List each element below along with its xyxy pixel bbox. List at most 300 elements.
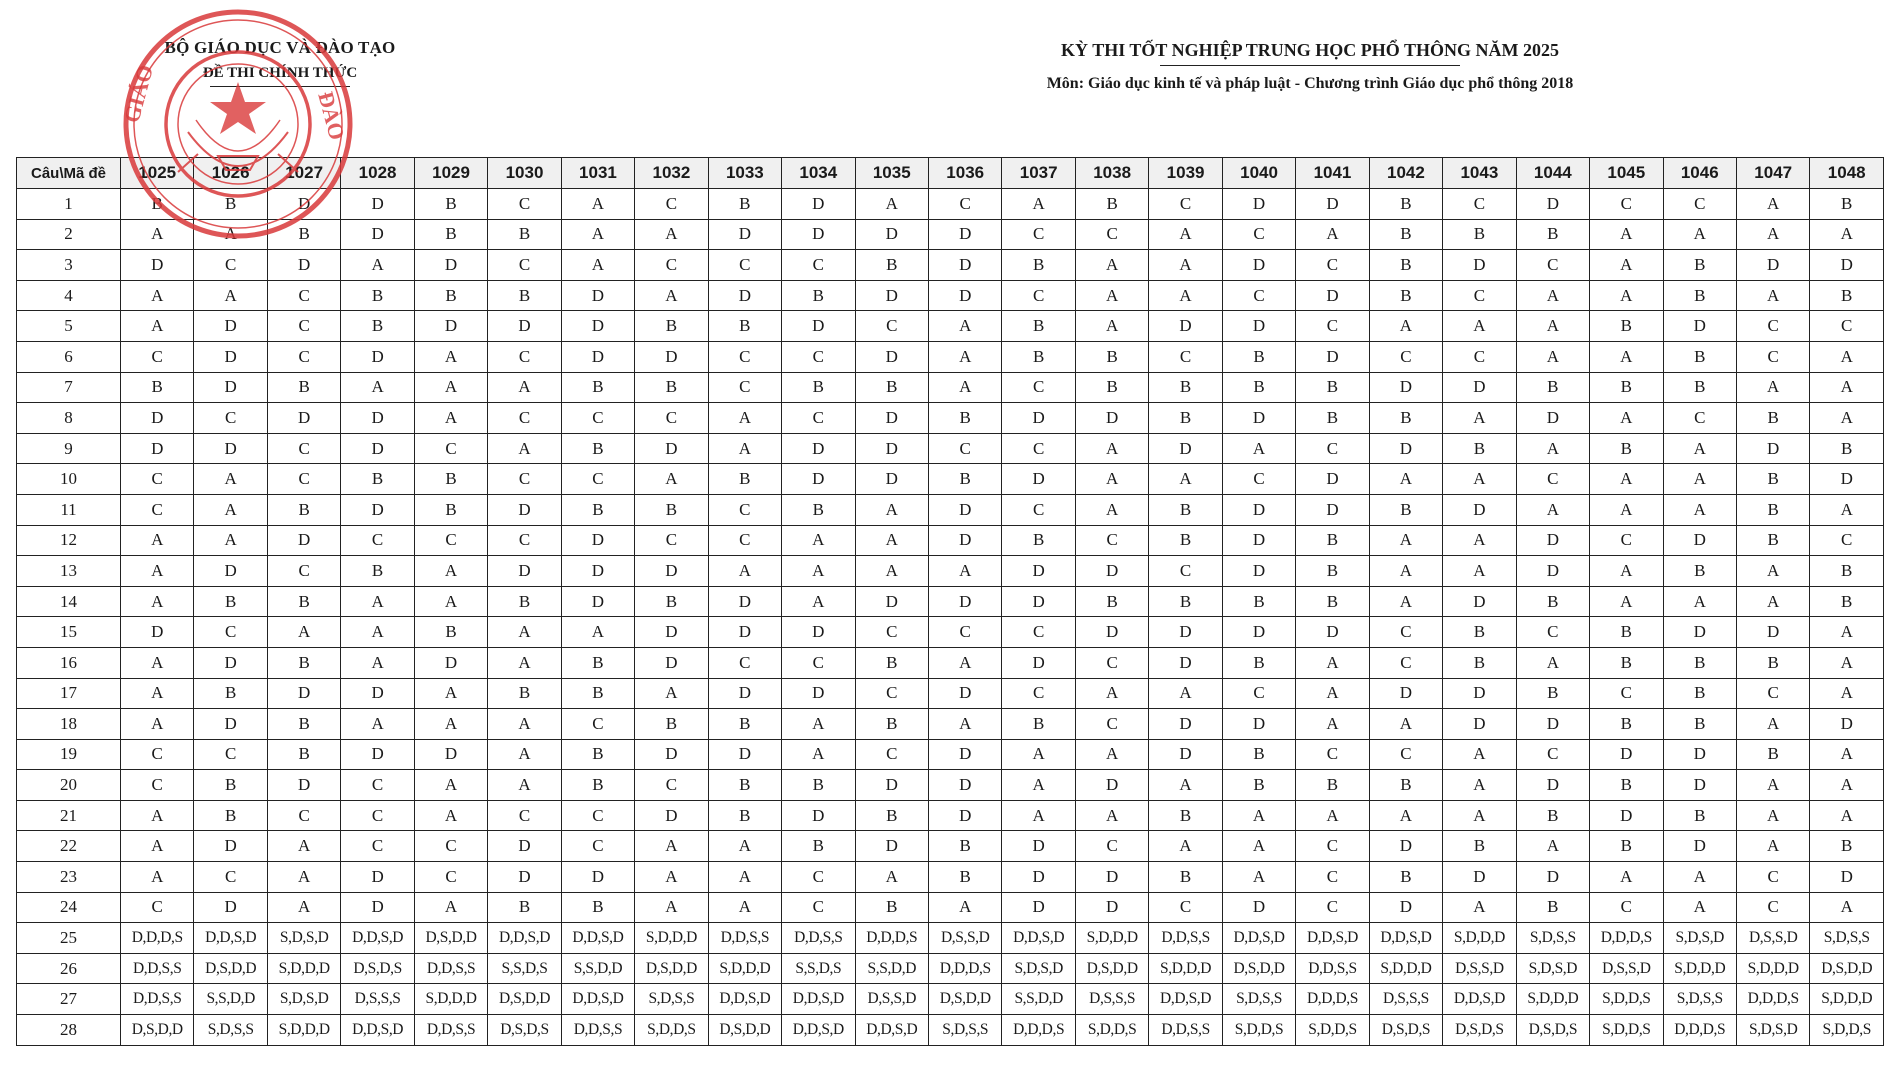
answer-cell: D (1002, 862, 1075, 893)
answer-cell: C (561, 464, 634, 495)
answer-cell: A (635, 280, 708, 311)
answer-cell: B (1590, 372, 1663, 403)
table-row (17, 219, 1884, 250)
answer-cell: D (561, 311, 634, 342)
answer-cell: D (1443, 494, 1516, 525)
answer-cell: D,S,D,S (488, 1015, 561, 1046)
answer-cell: S,D,D,D (635, 923, 708, 954)
answer-cell: B (1663, 709, 1736, 740)
answer-cell: D,S,D,S (1369, 1015, 1442, 1046)
answer-cell: B (1149, 800, 1222, 831)
answer-cell: A (414, 800, 487, 831)
answer-cell: S,S,D,D (855, 953, 928, 984)
answer-cell: D,S,D,D (635, 953, 708, 984)
answer-cell: S,D,S,D (267, 923, 340, 954)
table-row (17, 494, 1884, 525)
answer-cell: C (267, 311, 340, 342)
answer-cell: D (635, 800, 708, 831)
answer-cell: D (928, 739, 1001, 770)
answer-cell: B (1002, 250, 1075, 281)
answer-cell: D (855, 464, 928, 495)
answer-cell: D,S,D,D (1075, 953, 1148, 984)
table-row (17, 403, 1884, 434)
answer-cell: A (1663, 862, 1736, 893)
answer-cell: C (782, 403, 855, 434)
answer-cell: B (1149, 372, 1222, 403)
answer-cell: D (855, 341, 928, 372)
answer-cell: A (1369, 586, 1442, 617)
answer-cell: D (194, 311, 267, 342)
answer-cell: A (194, 494, 267, 525)
answer-cell: A (1590, 586, 1663, 617)
answer-cell: A (488, 647, 561, 678)
answer-cell: A (1149, 250, 1222, 281)
answer-cell: D (1736, 250, 1809, 281)
table-row (17, 586, 1884, 617)
answer-cell: S,D,D,D (414, 984, 487, 1015)
answer-cell: B (1222, 586, 1295, 617)
answer-cell: D (267, 678, 340, 709)
answer-cell: A (708, 556, 781, 587)
answer-cell: C (267, 341, 340, 372)
answer-cell: D (194, 647, 267, 678)
answer-cell: B (928, 403, 1001, 434)
answer-cell: C (1222, 280, 1295, 311)
answer-cell: C (488, 341, 561, 372)
answer-cell: B (782, 770, 855, 801)
answer-cell: C (708, 494, 781, 525)
answer-cell: D (782, 800, 855, 831)
answer-cell: A (341, 250, 414, 281)
exam-code-header: 1029 (414, 158, 487, 189)
answer-cell: C (1075, 525, 1148, 556)
answer-cell: A (855, 556, 928, 587)
answer-cell: D (1075, 770, 1148, 801)
answer-cell: D (1222, 556, 1295, 587)
answer-cell: D (782, 433, 855, 464)
answer-cell: A (1810, 403, 1884, 434)
answer-cell: C (782, 647, 855, 678)
answer-cell: A (1369, 709, 1442, 740)
exam-code-header: 1027 (267, 158, 340, 189)
answer-cell: C (1590, 678, 1663, 709)
answer-cell: A (1736, 709, 1809, 740)
answer-cell: B (1443, 433, 1516, 464)
answer-cell: A (1810, 739, 1884, 770)
question-number: 27 (17, 984, 121, 1015)
answer-cell: B (1443, 219, 1516, 250)
answer-cell: B (855, 800, 928, 831)
answer-cell: B (1516, 219, 1589, 250)
question-number: 17 (17, 678, 121, 709)
table-row (17, 984, 1884, 1015)
exam-code-header: 1037 (1002, 158, 1075, 189)
answer-cell: D (1222, 494, 1295, 525)
answer-cell: B (1810, 586, 1884, 617)
answer-cell: C (341, 770, 414, 801)
table-row (17, 953, 1884, 984)
answer-cell: A (1736, 372, 1809, 403)
answer-cell: C (488, 525, 561, 556)
answer-cell: D (1663, 617, 1736, 648)
answer-cell: A (1222, 433, 1295, 464)
answer-cell: D (635, 341, 708, 372)
answer-cell: C (194, 862, 267, 893)
answer-cell: D,D,S,S (121, 953, 194, 984)
answer-cell: A (1590, 219, 1663, 250)
answer-cell: C (1002, 280, 1075, 311)
answer-cell: D (1075, 892, 1148, 923)
answer-cell: A (1296, 647, 1369, 678)
answer-cell: C (194, 403, 267, 434)
table-row (17, 464, 1884, 495)
answer-cell: D,D,S,S (708, 923, 781, 954)
answer-cell: A (928, 341, 1001, 372)
answer-cell: C (855, 311, 928, 342)
answer-cell: C (121, 770, 194, 801)
answer-cell: A (341, 709, 414, 740)
answer-cell: B (708, 464, 781, 495)
answer-cell: C (267, 280, 340, 311)
answer-cell: D (1075, 862, 1148, 893)
answer-cell: B (1369, 250, 1442, 281)
answer-cell: D,D,D,S (855, 923, 928, 954)
answer-cell: A (1663, 892, 1736, 923)
answer-cell: A (488, 617, 561, 648)
question-number: 1 (17, 189, 121, 220)
answer-cell: A (708, 433, 781, 464)
answer-cell: B (267, 219, 340, 250)
exam-code-header: 1026 (194, 158, 267, 189)
answer-cell: C (1590, 189, 1663, 220)
answer-cell: A (1736, 586, 1809, 617)
answer-cell: C (1516, 617, 1589, 648)
subject-line: Môn: Giáo dục kinh tế và pháp luật - Chương trình Giáo dục phổ thông 2018 (1046, 75, 1574, 92)
answer-cell: C (1002, 678, 1075, 709)
answer-cell: D (1516, 709, 1589, 740)
answer-cell: D,D,S,D (782, 1015, 855, 1046)
answer-cell: B (1663, 250, 1736, 281)
answer-cell: A (1663, 494, 1736, 525)
answer-cell: B (267, 709, 340, 740)
answer-cell: D (928, 800, 1001, 831)
table-row (17, 923, 1884, 954)
answer-cell: C (1002, 372, 1075, 403)
answer-cell: C (1810, 311, 1884, 342)
answer-cell: D,S,D,D (1222, 953, 1295, 984)
answer-cell: C (267, 433, 340, 464)
answer-cell: D (121, 617, 194, 648)
answer-cell: B (1002, 311, 1075, 342)
answer-cell: A (1736, 800, 1809, 831)
header-left-underline (210, 86, 350, 87)
answer-cell: A (782, 556, 855, 587)
table-row (17, 372, 1884, 403)
answer-cell: D (267, 189, 340, 220)
answer-cell: D (1002, 892, 1075, 923)
answer-cell: B (1590, 831, 1663, 862)
answer-cell: C (1810, 525, 1884, 556)
answer-cell: C (1075, 219, 1148, 250)
answer-cell: B (561, 770, 634, 801)
answer-cell: C (1149, 189, 1222, 220)
answer-cell: A (561, 189, 634, 220)
answer-cell: A (194, 280, 267, 311)
answer-cell: S,D,S,D (1516, 953, 1589, 984)
answer-cell: A (1736, 280, 1809, 311)
answer-cell: A (782, 525, 855, 556)
answer-cell: C (267, 464, 340, 495)
answer-cell: S,S,D,D (194, 984, 267, 1015)
answer-cell: A (635, 464, 708, 495)
answer-cell: C (561, 831, 634, 862)
answer-cell: D (1296, 617, 1369, 648)
answer-cell: B (1002, 709, 1075, 740)
answer-cell: B (1516, 678, 1589, 709)
answer-cell: A (1443, 403, 1516, 434)
answer-cell: A (928, 647, 1001, 678)
answer-cell: C (194, 250, 267, 281)
answer-cell: D (1222, 892, 1295, 923)
answer-cell: C (928, 433, 1001, 464)
answer-cell: C (1075, 831, 1148, 862)
answer-cell: A (635, 862, 708, 893)
answer-cell: D (928, 280, 1001, 311)
answer-cell: D (782, 311, 855, 342)
answer-cell: A (928, 311, 1001, 342)
answer-cell: A (1516, 647, 1589, 678)
answer-cell: D,D,D,S (928, 953, 1001, 984)
answer-cell: C (1736, 892, 1809, 923)
answer-cell: B (267, 586, 340, 617)
answer-cell: B (1516, 892, 1589, 923)
answer-cell: D,S,D,D (414, 923, 487, 954)
answer-cell: D,S,D,D (121, 1015, 194, 1046)
answer-cell: D (1369, 433, 1442, 464)
exam-code-header: 1043 (1443, 158, 1516, 189)
answer-cell: D (1736, 433, 1809, 464)
answer-cell: C (708, 372, 781, 403)
table-row (17, 341, 1884, 372)
answer-cell: A (1002, 800, 1075, 831)
answer-cell: B (1663, 372, 1736, 403)
answer-cell: D,D,D,S (1663, 1015, 1736, 1046)
answer-cell: D (341, 341, 414, 372)
answer-cell: A (561, 219, 634, 250)
answer-cell: C (1516, 250, 1589, 281)
answer-cell: C (1736, 311, 1809, 342)
answer-cell: A (121, 647, 194, 678)
answer-cell: D (1002, 647, 1075, 678)
answer-cell: D,D,S,S (1296, 953, 1369, 984)
answer-cell: B (1369, 770, 1442, 801)
answer-cell: D (1002, 831, 1075, 862)
answer-cell: C (708, 525, 781, 556)
answer-cell: C (488, 403, 561, 434)
answer-cell: B (1663, 800, 1736, 831)
answer-cell: B (267, 739, 340, 770)
answer-cell: C (267, 556, 340, 587)
exam-code-header: 1040 (1222, 158, 1295, 189)
answer-cell: A (1516, 433, 1589, 464)
svg-text:ĐÀO: ĐÀO (313, 88, 350, 143)
answer-cell: D (1002, 403, 1075, 434)
table-row (17, 862, 1884, 893)
answer-cell: C (1002, 219, 1075, 250)
answer-cell: A (855, 862, 928, 893)
answer-cell: A (1810, 770, 1884, 801)
answer-cell: B (488, 586, 561, 617)
answer-cell: D (121, 250, 194, 281)
answer-cell: A (635, 219, 708, 250)
answer-cell: C (1590, 525, 1663, 556)
answer-cell: C (1149, 556, 1222, 587)
answer-cell: C (121, 494, 194, 525)
answer-cell: A (928, 372, 1001, 403)
answer-cell: D (855, 280, 928, 311)
answer-cell: D (635, 647, 708, 678)
answer-cell: A (1516, 341, 1589, 372)
exam-code-header: 1048 (1810, 158, 1884, 189)
answer-cell: C (1002, 617, 1075, 648)
answer-cell: C (855, 739, 928, 770)
answer-cell: A (1296, 219, 1369, 250)
answer-cell: C (1222, 678, 1295, 709)
answer-cell: C (855, 678, 928, 709)
exam-code-header: 1034 (782, 158, 855, 189)
answer-cell: B (194, 189, 267, 220)
answer-cell: A (1810, 372, 1884, 403)
answer-cell: D (635, 617, 708, 648)
corner-header: Câu\Mã đề (17, 158, 121, 189)
answer-cell: C (708, 647, 781, 678)
answer-cell: D (121, 403, 194, 434)
answer-cell: A (928, 709, 1001, 740)
answer-cell: D,S,D,S (341, 953, 414, 984)
answer-cell: D (488, 556, 561, 587)
answer-cell: D,S,S,D (928, 923, 1001, 954)
answer-cell: B (341, 280, 414, 311)
answer-cell: A (1443, 800, 1516, 831)
answer-cell: S,D,D,D (1149, 953, 1222, 984)
answer-cell: D,S,S,S (1369, 984, 1442, 1015)
answer-cell: A (1369, 525, 1442, 556)
answer-cell: A (1075, 678, 1148, 709)
answer-cell: B (1443, 617, 1516, 648)
question-number: 8 (17, 403, 121, 434)
answer-cell: D (414, 250, 487, 281)
question-number: 21 (17, 800, 121, 831)
answer-cell: A (267, 862, 340, 893)
answer-cell: C (1590, 892, 1663, 923)
answer-cell: S,D,S,S (194, 1015, 267, 1046)
answer-cell: S,D,S,D (1663, 923, 1736, 954)
answer-cell: D (928, 770, 1001, 801)
answer-cell: A (1296, 678, 1369, 709)
answer-cell: B (1149, 525, 1222, 556)
answer-cell: C (488, 464, 561, 495)
answer-cell: D,S,D,D (488, 984, 561, 1015)
answer-cell: D (855, 219, 928, 250)
answer-cell: A (1590, 403, 1663, 434)
answer-cell: B (1736, 525, 1809, 556)
answer-cell: B (414, 189, 487, 220)
answer-cell: D,D,S,D (488, 923, 561, 954)
answer-cell: A (635, 678, 708, 709)
answer-cell: D (855, 403, 928, 434)
answer-cell: B (635, 709, 708, 740)
answer-cell: A (1443, 739, 1516, 770)
answer-cell: D (1222, 525, 1295, 556)
answer-cell: B (708, 311, 781, 342)
answer-cell: A (341, 617, 414, 648)
answer-cell: D (1296, 341, 1369, 372)
answer-cell: A (561, 617, 634, 648)
answer-cell: D,D,S,D (1149, 984, 1222, 1015)
answer-cell: B (267, 372, 340, 403)
answer-cell: B (1296, 403, 1369, 434)
answer-cell: D (1810, 464, 1884, 495)
answer-cell: B (1810, 433, 1884, 464)
answer-cell: D (1443, 862, 1516, 893)
answer-cell: D (267, 250, 340, 281)
answer-cell: S,S,D,S (782, 953, 855, 984)
answer-cell: A (121, 219, 194, 250)
exam-code-header: 1041 (1296, 158, 1369, 189)
answer-cell: S,D,S,S (1516, 923, 1589, 954)
answer-cell: C (121, 464, 194, 495)
answer-cell: D (1736, 617, 1809, 648)
answer-cell: D (1222, 403, 1295, 434)
answer-cell: B (782, 831, 855, 862)
answer-cell: D,S,S,S (341, 984, 414, 1015)
answer-cell: D (1149, 433, 1222, 464)
answer-cell: D,D,D,S (1736, 984, 1809, 1015)
answer-cell: B (1222, 770, 1295, 801)
answer-cell: A (1149, 770, 1222, 801)
answer-cell: A (1516, 494, 1589, 525)
answer-cell: S,D,S,S (1222, 984, 1295, 1015)
answer-cell: A (267, 892, 340, 923)
answer-cell: D (708, 586, 781, 617)
answer-cell: D (635, 556, 708, 587)
answer-cell: B (1663, 678, 1736, 709)
answer-cell: D (414, 739, 487, 770)
exam-code-header: 1036 (928, 158, 1001, 189)
answer-cell: A (1443, 311, 1516, 342)
question-number: 14 (17, 586, 121, 617)
answer-cell: D (341, 494, 414, 525)
answer-cell: B (1296, 556, 1369, 587)
exam-code-header: 1047 (1736, 158, 1809, 189)
answer-cell: A (194, 219, 267, 250)
answer-cell: D (1443, 372, 1516, 403)
answer-cell: B (1369, 219, 1442, 250)
answer-cell: A (194, 464, 267, 495)
answer-cell: B (928, 831, 1001, 862)
answer-cell: A (1810, 800, 1884, 831)
answer-cell: B (414, 280, 487, 311)
answer-cell: A (635, 892, 708, 923)
answer-cell: D (782, 219, 855, 250)
answer-cell: C (635, 525, 708, 556)
answer-cell: B (782, 372, 855, 403)
answer-cell: A (1736, 219, 1809, 250)
answer-cell: C (561, 403, 634, 434)
answer-cell: C (194, 617, 267, 648)
answer-cell: A (1149, 464, 1222, 495)
exam-code-header: 1038 (1075, 158, 1148, 189)
